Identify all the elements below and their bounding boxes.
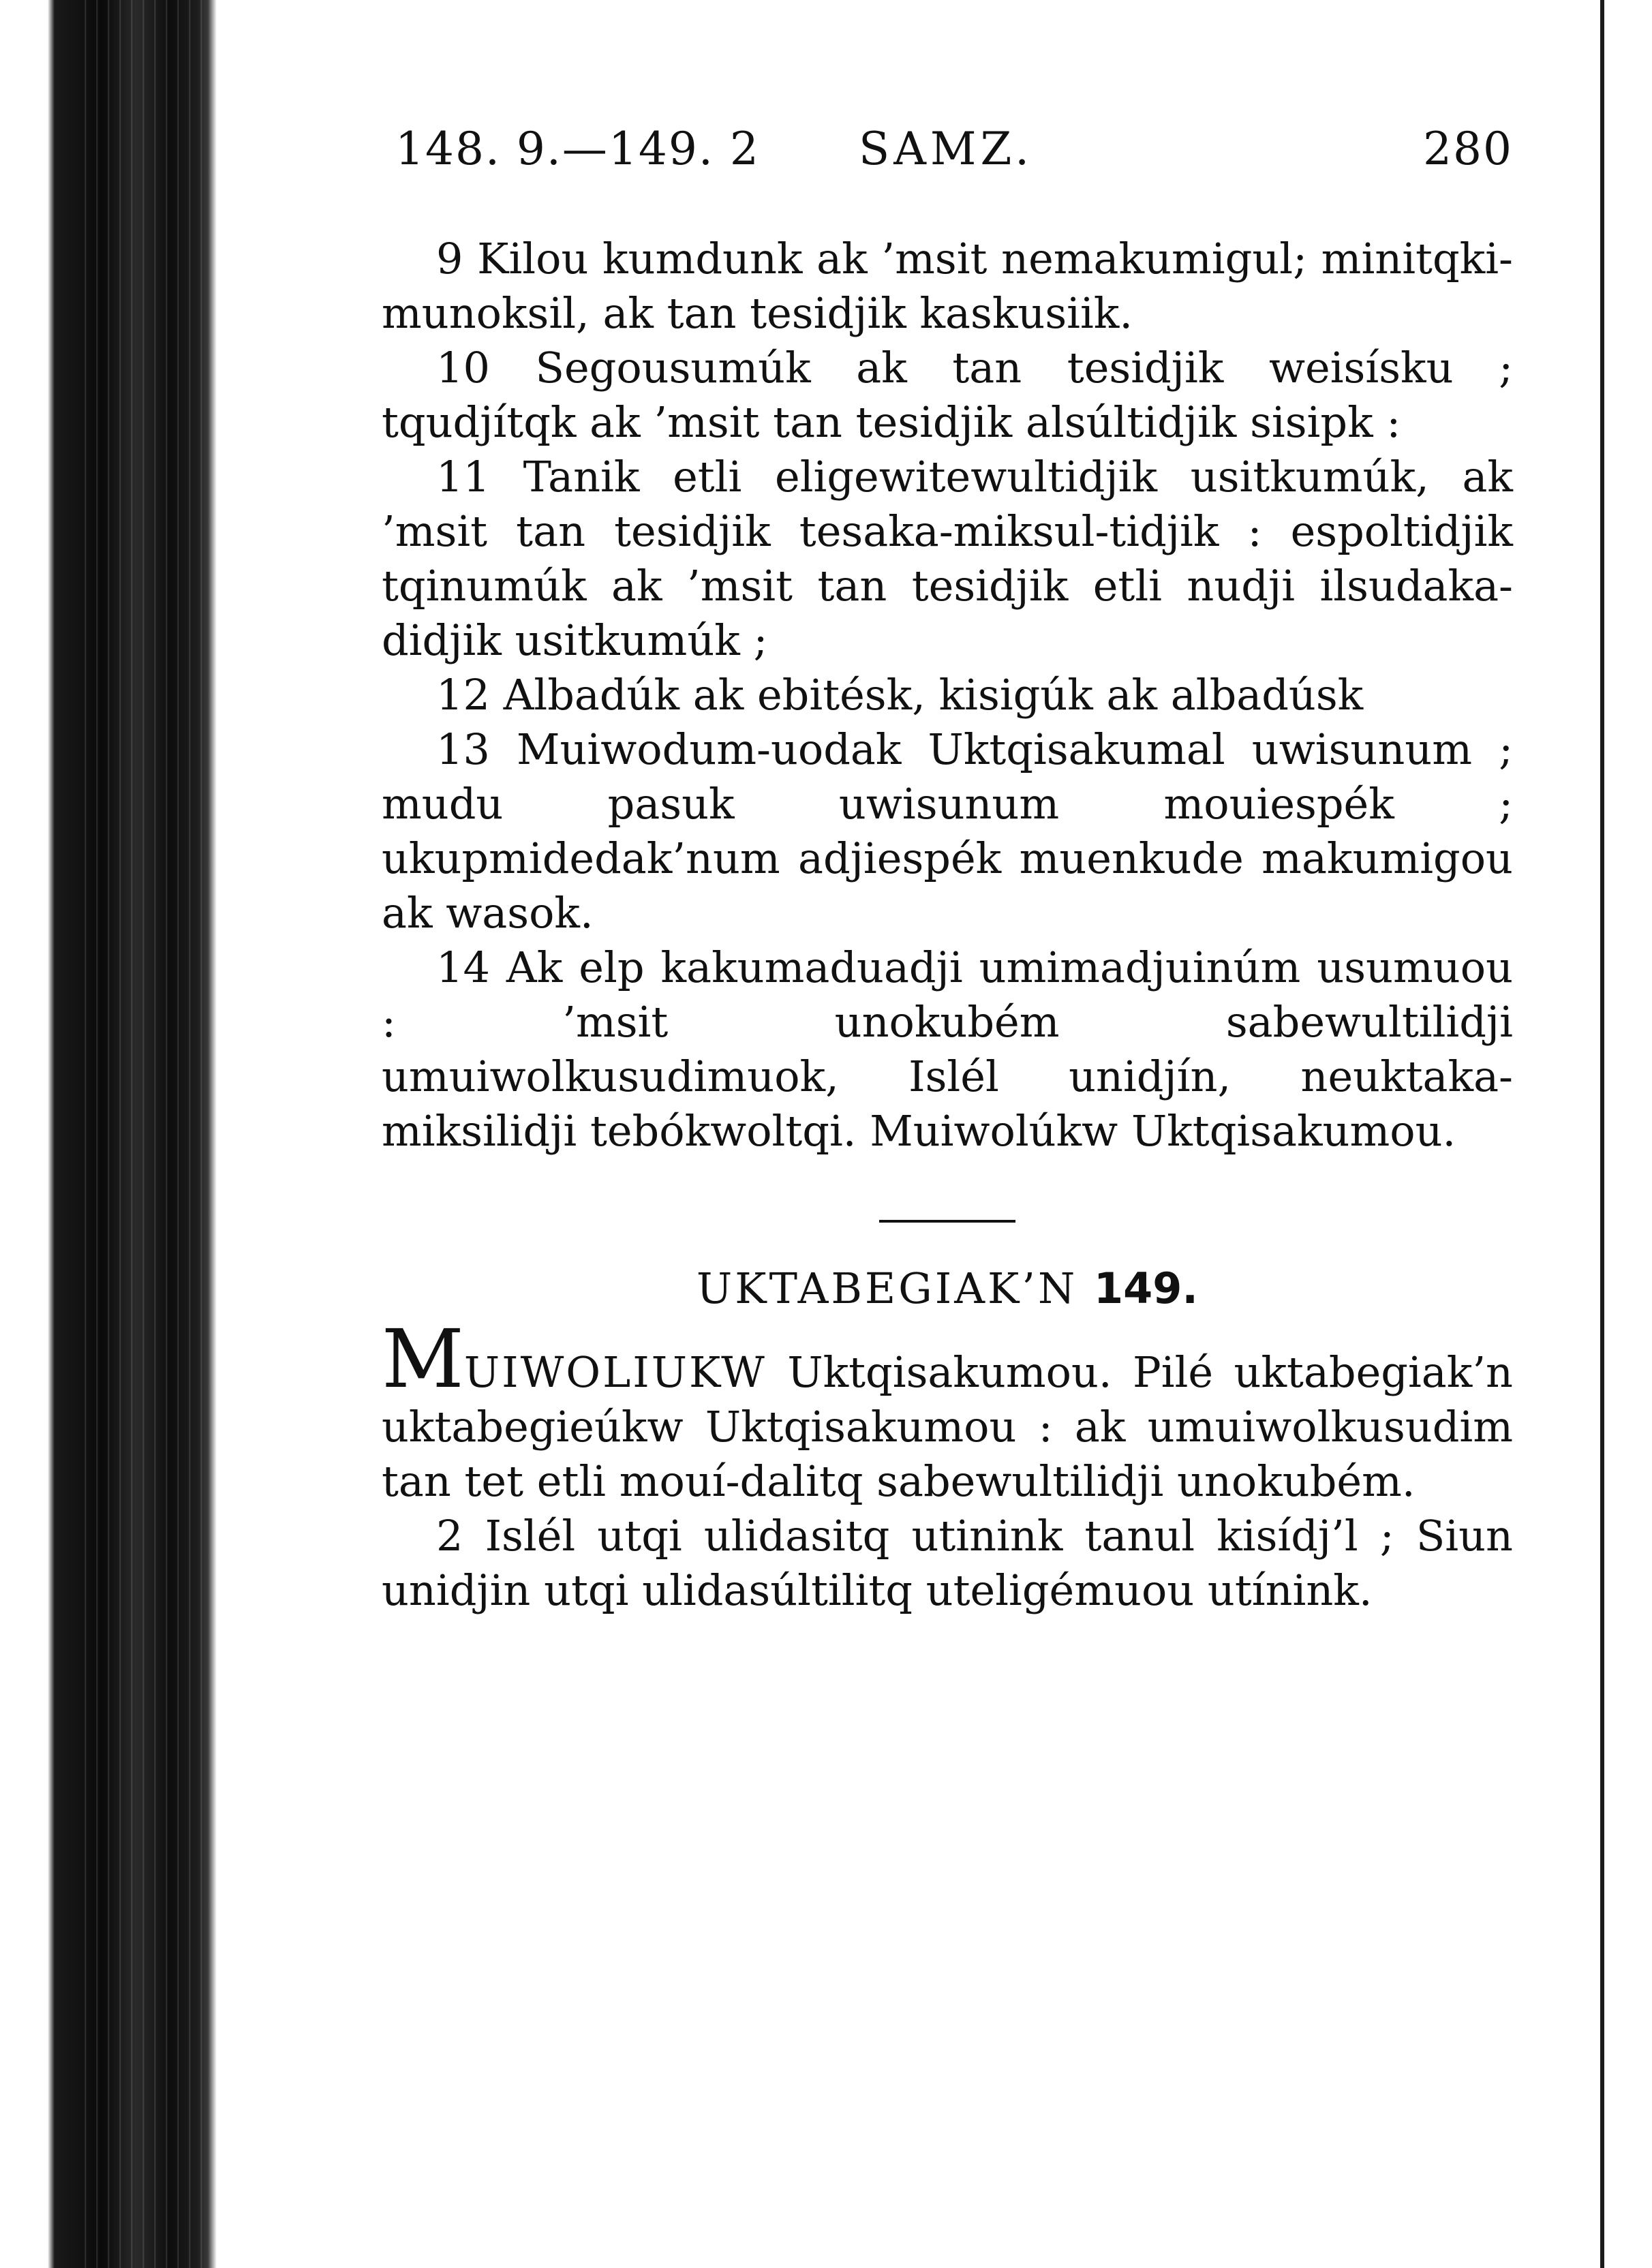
drop-cap-letter: M	[382, 1312, 464, 1406]
binding-texture	[75, 0, 204, 2268]
psalm-heading-number: 149.	[1093, 1263, 1198, 1313]
running-head	[382, 116, 1513, 191]
running-head-book-title: SAMZ.	[859, 123, 1034, 175]
verse-148-12: 12 Albadúk ak ebitésk, kisigúk ak albadúsk	[436, 670, 1364, 720]
page	[382, 116, 1513, 1618]
verse-148-14: 14 Ak elp kakumaduadji umimadjuinúm usumuou : ’msit unokubém sabewultilidji umuiwolkusudimuok, Islél unidjín, neuktaka-miksilidji tebókwoltqi. Muiwolúkw Uktqisakumou.	[382, 943, 1513, 1156]
psalm-149-heading	[382, 1263, 1513, 1332]
verse-148-10: 10 Segousumúk ak tan tesidjik weisísku ; tqudjítqk ak ’msit tan tesidjik alsúltidjik sisipk :	[382, 343, 1513, 447]
verse-149-2: 2 Islél utqi ulidasitq utinink tanul kisídj’l ; Siun unidjin utqi ulidasúltilitq uteligémuou utínink.	[382, 1511, 1513, 1615]
psalm-148-verses	[382, 232, 1513, 1159]
page-right-edge	[1600, 0, 1604, 2268]
running-head-page-number: 280	[1423, 123, 1513, 175]
verse-149-1	[382, 1312, 1513, 1509]
verse-148-9: 9 Kilou kumdunk ak ’msit nemakumigul; minitqki-munoksil, ak tan tesidjik kaskusiik.	[382, 234, 1513, 338]
psalm-heading-word: UKTABEGIAK’N	[697, 1263, 1078, 1313]
section-divider-rule	[879, 1220, 1015, 1223]
running-head-verse-range: 148. 9.—149. 2	[395, 123, 760, 175]
verse-148-13: 13 Muiwodum-uodak Uktqisakumal uwisunum ; mudu pasuk uwisunum mouiespék ; ukupmidedak’num adjiespék muenkude makumigou ak wasok.	[382, 724, 1513, 938]
verse-149-1-first-word: UIWOLIUKW	[463, 1347, 767, 1397]
book-binding-edge	[0, 0, 218, 2268]
verse-148-11: 11 Tanik etli eligewitewultidjik usitkumúk, ak ’msit tan tesidjik tesaka-miksul-tidjik : espoltidjik tqinumúk ak ’msit tan tesidjik etli nudji ilsudaka-didjik usitkumúk ;	[382, 452, 1513, 665]
verse-149-1-text: Uktqisakumou. Pilé uktabegiak’n uktabegieúkw Uktqisakumou : ak umuiwolkusudim tan tet etli mouí-dalitq sabewultilidji unokubém.	[382, 1347, 1513, 1506]
psalm-149-verses	[382, 1312, 1513, 1618]
